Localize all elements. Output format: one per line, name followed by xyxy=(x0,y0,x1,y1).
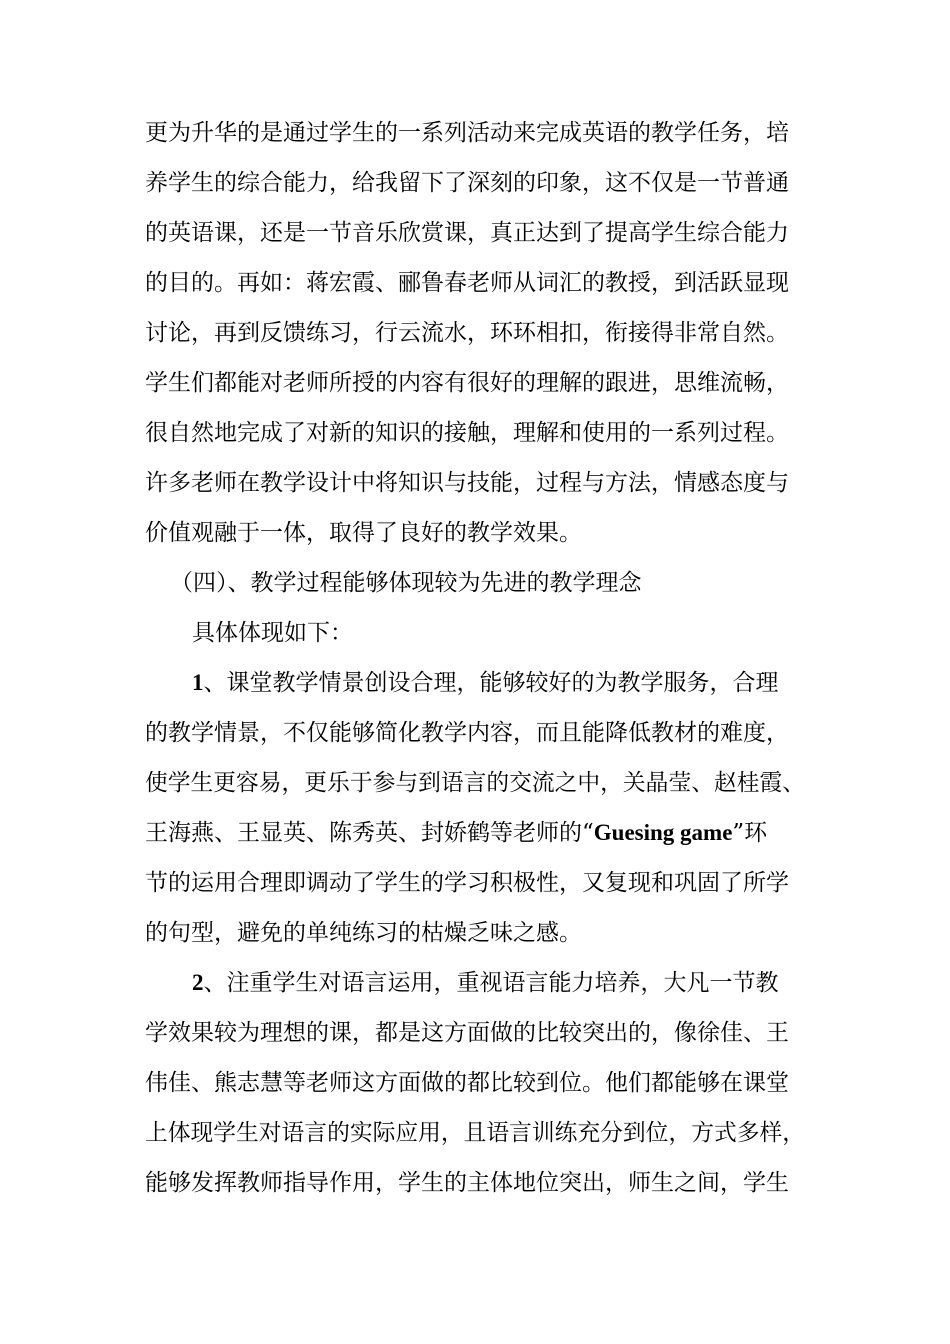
item-number: 2 xyxy=(192,970,204,995)
paragraph-line: 节的运用合理即调动了学生的学习积极性，又复现和巩固了所学 xyxy=(145,870,789,896)
item-2-first-line xyxy=(192,968,779,998)
line-text: ”环 xyxy=(732,820,768,846)
paragraph-line: 养学生的综合能力，给我留下了深刻的印象，这不仅是一节普通 xyxy=(145,170,789,196)
english-term: Guesing game xyxy=(593,820,733,845)
intro-line: 具体体现如下： xyxy=(192,620,353,646)
paragraph-line: 的教学情景，不仅能够简化教学内容，而且能降低教材的难度， xyxy=(145,720,789,746)
paragraph-line: 许多老师在教学设计中将知识与技能，过程与方法，情感态度与 xyxy=(145,470,789,496)
paragraph-line: 使学生更容易，更乐于参与到语言的交流之中，关晶莹、赵桂霞、 xyxy=(145,770,805,796)
paragraph-line: 的目的。再如：蒋宏霞、郦鲁春老师从词汇的教授，到活跃显现 xyxy=(145,270,789,296)
paragraph-line: 伟佳、熊志慧等老师这方面做的都比较到位。他们都能够在课堂 xyxy=(145,1070,789,1096)
item-text: 、注重学生对语言运用，重视语言能力培养，大凡一节教 xyxy=(203,970,779,996)
paragraph-line: 价值观融于一体，取得了良好的教学效果。 xyxy=(145,520,582,546)
item-text: 、课堂教学情景创设合理，能够较好的为教学服务，合理 xyxy=(203,670,779,696)
paragraph-line: 更为升华的是通过学生的一系列活动来完成英语的教学任务，培 xyxy=(145,120,789,146)
paragraph-line: 讨论，再到反馈练习，行云流水，环环相扣，衔接得非常自然。 xyxy=(145,320,789,346)
item-number: 1 xyxy=(192,670,204,695)
line-text: 王海燕、王显英、陈秀英、封娇鹤等老师的“ xyxy=(145,820,594,846)
paragraph-line: 学生们都能对老师所授的内容有很好的理解的跟进，思维流畅， xyxy=(145,370,789,396)
paragraph-line: 的英语课，还是一节音乐欣赏课，真正达到了提高学生综合能力 xyxy=(145,220,789,246)
paragraph-line xyxy=(145,818,767,848)
paragraph-line: 学效果较为理想的课，都是这方面做的比较突出的，像徐佳、王 xyxy=(145,1020,789,1046)
paragraph-line: 很自然地完成了对新的知识的接触，理解和使用的一系列过程。 xyxy=(145,420,789,446)
paragraph-line: 的句型，避免的单纯练习的枯燥乏味之感。 xyxy=(145,920,582,946)
section-heading: （四）、教学过程能够体现较为先进的教学理念 xyxy=(170,570,642,596)
paragraph-line: 上体现学生对语言的实际应用，且语言训练充分到位，方式多样， xyxy=(145,1120,805,1146)
item-1-first-line xyxy=(192,668,779,698)
paragraph-line: 能够发挥教师指导作用，学生的主体地位突出，师生之间，学生 xyxy=(145,1170,789,1196)
